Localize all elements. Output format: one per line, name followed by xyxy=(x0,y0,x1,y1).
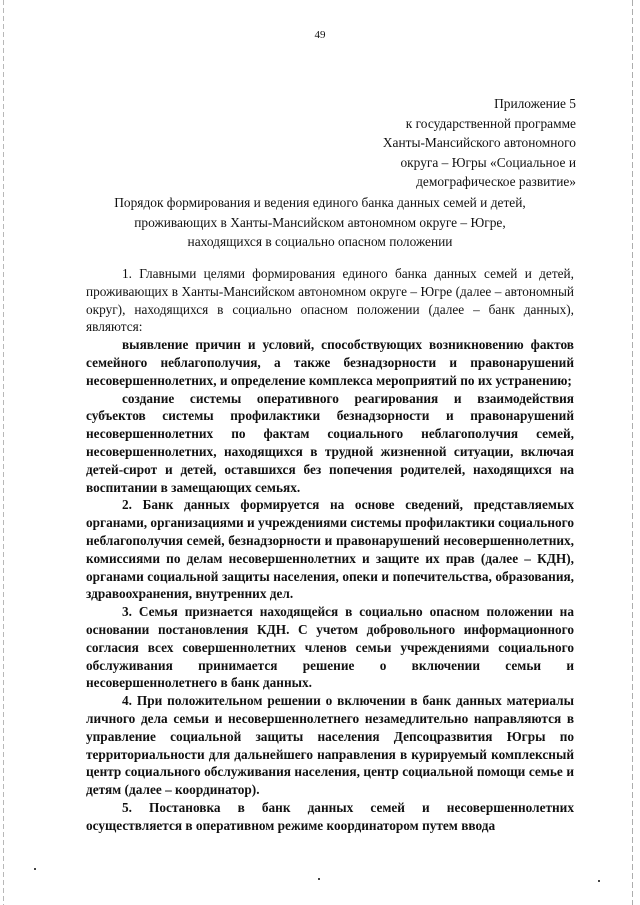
paragraph-4: 4. При положительном решении о включении в банк данных материалы личного дела семьи и несовершеннолетнего незамедлительно направляются в управление социальной защиты населения Депсоцразвития Югры по территориальности для дальнейшего направления в курируемый комплексный центр социального обслуживания населения, центр социальной помощи семье и детям (далее – координатор). xyxy=(86,693,574,798)
document-title xyxy=(60,193,580,252)
scan-speck xyxy=(318,878,320,880)
appendix-line: Ханты-Мансийского автономного xyxy=(382,135,576,151)
goal-item-2: создание системы оперативного реагирования и взаимодействия субъектов системы профилактики безнадзорности и правонарушений несовершеннолетних по фактам социального неблагополучия семей, несовершеннолетних, находящихся в трудной жизненной ситуации, включая детей-сирот и детей, оставшихся без попечения родителей, находящихся на воспитании в замещающих семьях. xyxy=(86,390,574,495)
appendix-line: демографическое развитие» xyxy=(416,174,576,190)
title-line: проживающих в Ханты-Мансийском автономном округе – Югре, xyxy=(134,214,506,230)
appendix-line: округа – Югры «Социальное и xyxy=(400,154,576,170)
appendix-header xyxy=(383,94,576,192)
goal-item-1: выявление причин и условий, способствующих возникновению фактов семейного неблагополучия, а также безнадзорности и правонарушений несовершеннолетних, и определение комплекса мероприятий по их устранению; xyxy=(86,337,574,388)
scan-edge-left xyxy=(3,0,4,905)
title-line: Порядок формирования и ведения единого банка данных семей и детей, xyxy=(114,195,526,210)
paragraph-2: 2. Банк данных формируется на основе сведений, представляемых органами, организациями и учреждениями системы профилактики социального неблагополучия семей, безнадзорности и правонарушений несовершеннолетних, комиссиями по делам несовершеннолетних и защите их прав (далее – КДН), органами социальной защиты населения, опеки и попечительства, образования, здравоохранения, внутренних дел. xyxy=(86,497,574,602)
paragraph-3: 3. Семья признается находящейся в социально опасном положении на основании постановления КДН. С учетом добровольного информационного согласия всех совершеннолетних членов семьи учреждениями социального обслуживания принимается решение о включении семьи и несовершеннолетнего в банк данных. xyxy=(86,604,574,691)
appendix-line: Приложение 5 xyxy=(494,96,576,111)
title-line: находящихся в социально опасном положении xyxy=(187,234,453,250)
paragraph-1: 1. Главными целями формирования единого банка данных семей и детей, проживающих в Ханты-Мансийском автономном округе – Югре (далее – автономный округ), находящихся в социально опасном положении (далее – банк данных), являются: xyxy=(86,266,574,335)
document-body xyxy=(86,265,574,835)
paragraph-5: 5. Постановка в банк данных семей и несовершеннолетних осуществляется в оперативном режиме координатором путем ввода xyxy=(86,799,574,833)
scan-speck xyxy=(598,880,600,882)
scan-speck xyxy=(34,868,36,870)
scan-edge-right xyxy=(632,0,633,905)
page-number: 49 xyxy=(314,29,326,41)
appendix-line: к государственной программе xyxy=(405,115,576,131)
